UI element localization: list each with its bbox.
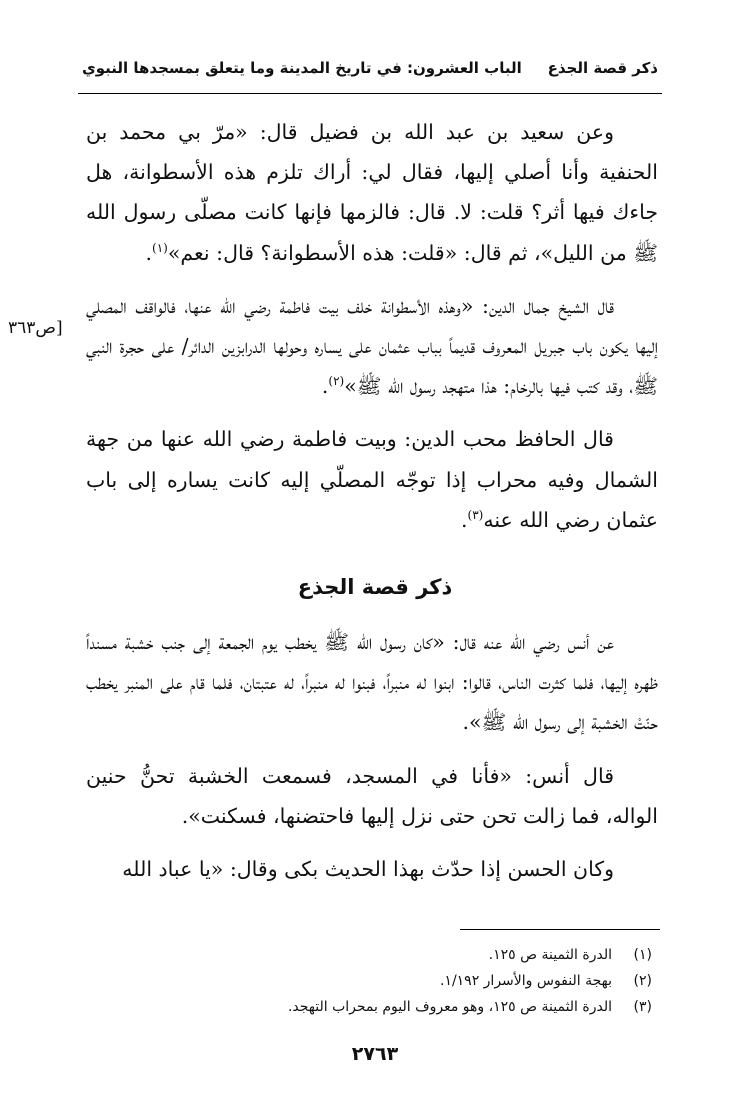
footnote-rule [460,929,660,930]
margin-page-reference: [ص٣٦٣ [8,318,63,338]
running-header [82,56,658,80]
footnotes [92,942,652,1020]
footnote [92,994,652,1020]
header-rule [78,93,662,94]
footnote-marker: (٣) [467,508,484,522]
paragraph-end: . [321,374,329,399]
paragraph-end: . [461,507,468,532]
footnote [92,942,652,968]
header-chapter-title: الباب العشرون: في تاريخ المدينة وما يتعلق بمسجدها النبوي [82,59,522,77]
paragraph-text: قال الشيخ جمال الدين: «وهذه الأسطوانة خلف بيت فاطمة رضي الله عنها، فالواقف المصلي إليها يكون باب جبريل المعروف قديماً بباب عثمان على يساره وحولها الدرابزين الدائر/ على حجرة النبي ﷺ، وقد كتب فيها بالرخام: هذا متهجد رسول الله ﷺ» [86,293,658,399]
footnote-number: (٢) [633,973,652,989]
footnote-marker: (١) [152,240,168,255]
footnote-number: (١) [633,947,652,963]
paragraph-text: وعن سعيد بن عبد الله بن فضيل قال: «مرّ بي محمد بن الحنفية وأنا أصلي إليها، فقال لي: أراك تلزم هذه الأسطوانة، هل جاءك فيها أثر؟ قلت: لا. قال: فالزمها فإنها كانت مصلّى رسول الله ﷺ من الليل»، ثم قال: «قلت: هذه الأسطوانة؟ قال: نعم» [86,120,658,265]
section-text [86,622,658,889]
footnote-number: (٣) [633,999,652,1015]
paragraph: عن أنس رضي الله عنه قال: «كان رسول الله ﷺ يخطب يوم الجمعة إلى جنب خشبة مسنداً ظهره إليها، فلما كثرت الناس، قالوا: ابنوا له منبراً، فبنوا له منبراً، له عتبتان، فلما قام على المنبر يخطب حنّتْ الخشبة إلى رسول الله ﷺ». [86,630,658,735]
footnote [92,968,652,994]
section-heading: ذكر قصة الجذع [297,575,453,599]
paragraph-end: . [145,240,153,265]
footnote-text: الدرة الثمينة ص ١٢٥. [488,947,612,963]
paragraph-text: قال الحافظ محب الدين: وبيت فاطمة رضي الله عنها من جهة الشمال وفيه محراب إذا توجّه المصلّي إليه كانت يساره إلى باب عثمان رضي الله عنه [86,427,658,532]
footnote-text: بهجة النفوس والأسرار ١/١٩٢. [439,973,612,989]
header-section-title: ذكر قصة الجذع [547,59,658,77]
footnote-marker: (٢) [328,374,345,389]
main-text [86,112,658,540]
paragraph: وكان الحسن إذا حدّث بهذا الحديث بكى وقال: «يا عباد الله [122,857,614,882]
page-number: ٢٧٦٣ [351,1043,399,1065]
paragraph: قال أنس: «فأنا في المسجد، فسمعت الخشبة تحنُّ حنين الواله، فما زالت تحن حتى نزل إليها فاحتضنها، فسكنت». [86,763,658,828]
footnote-text: الدرة الثمينة ص ١٢٥، وهو معروف اليوم بمحراب التهجد. [287,999,612,1015]
paragraph [86,112,658,273]
paragraph [86,286,658,407]
paragraph [86,419,658,540]
